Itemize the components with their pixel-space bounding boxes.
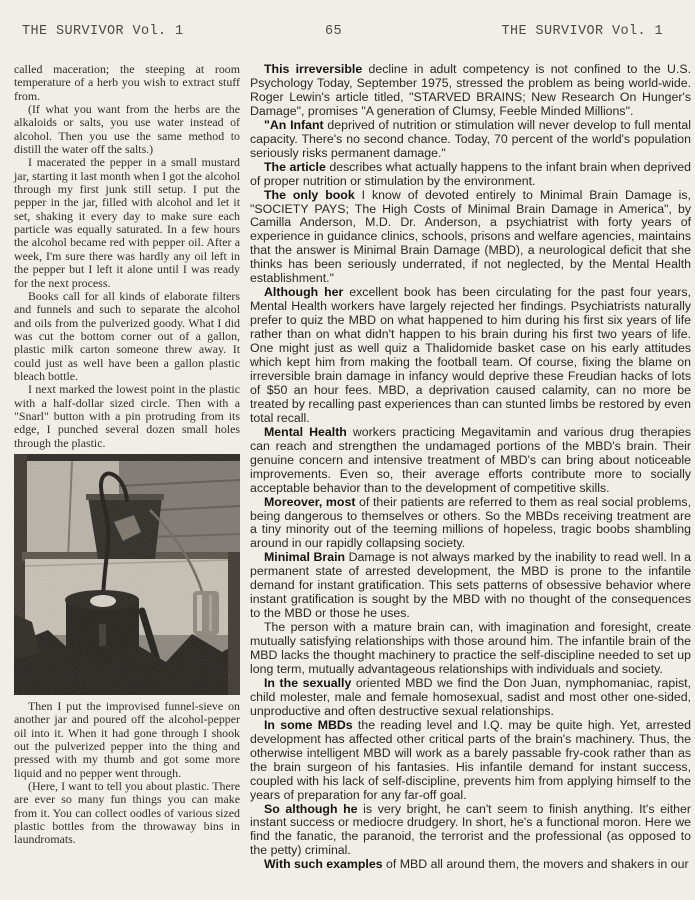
paragraph: called maceration; the steeping at room temperature of a herb you wish to extract stuff from.	[14, 62, 240, 103]
paragraph-lead: So although he	[264, 801, 358, 816]
paragraph: "An Infant deprived of nutrition or stimulation will never develop to full mental capacity. There's no second chance. Today, 70 percent of the world's population seriously risks permanent damage."	[250, 117, 691, 160]
paragraph: Minimal Brain Damage is not always marked by the inability to read well. In a permanent state of arrested development, the MBD is prone to the infantile demand for instant gratification. This sets patterns of obsessive behavior where instant gratification is sought by the MBD with no thought of the consequences to the MBD or those he uses.	[250, 550, 692, 621]
paragraph-lead: Mental Health	[264, 424, 347, 439]
page-number: 65	[325, 24, 343, 39]
paragraph-lead: With such examples	[264, 857, 383, 872]
paragraph-lead: The only book	[264, 187, 355, 202]
paragraph-lead: In the sexually	[264, 675, 352, 690]
paragraph: In some MBDs the reading level and I.Q. may be quite high. Yet, arrested development has affected other critical parts of the brain's machinery. Thus, the otherwise intelligent MBD will work as a barely passable fry-cook rather than as the brain surgeon of his fantasies. His infantile demand for instant success, coupled with his lack of self-discipline, prevents him from applying himself to the years of preparation for any far-off goal.	[250, 717, 691, 802]
paragraph: Although her excellent book has been circulating for the past four years, Mental Health workers have largely rejected her findings. Psychiatrists naturally prefer to quiz the MBD on what happened to him during his first six years of life rather than on what didn't happen to his brain during his first two years of life. One might just as well quiz a Thalidomide basket case on his early attitudes which kept him from making the football team. Of course, fixing the blame on irreversible brain damage in infancy would deprive these Freudian hacks of lots of $50 an hour fees. MBD, a deprivation caused calamity, can no more be treated by recalling past experiences than can stunted limbs be restored by even total recall.	[250, 285, 691, 425]
left-column-text-bottom	[14, 700, 240, 847]
paragraph-lead: This irreversible	[264, 62, 363, 76]
paragraph: I macerated the pepper in a small mustard jar, starting it last month when I got the alcohol through my first junk still setup. I put the pepper in the jar, filled with alcohol and let it set, shaking it every day to make sure each particle was equally saturated. In a few hours the alcohol became red with pepper oil. After a week, I'm sure there was hardly any oil left in the pepper but I left it alone until I was ready for the next process.	[14, 155, 240, 290]
paragraph: (Here, I want to tell you about plastic. There are ever so many fun things you can make from it. You can collect oodles of various sized plastic bottles from the throwaway bins in laundromats.	[14, 779, 240, 847]
left-column	[14, 63, 240, 872]
header-title-left: THE SURVIVOR Vol. 1	[22, 24, 184, 39]
page-header	[0, 24, 695, 42]
paragraph: This irreversible decline in adult competency is not confined to the U.S. Psychology Today, September 1975, stressed the problem as being world-wide. Roger Lewin's article titled, "STARVED BRAINS; New Research On Hunger's Damage", promises "A generation of Clumsy, Feeble Minded Millions".	[250, 62, 691, 118]
still-photo-illustration	[14, 454, 240, 695]
paragraph: Then I put the improvised funnel-sieve on another jar and poured off the alcohol-pepper oil into it. When it had gone through I shook out the pulverized pepper into the thing and pressed with my thumb and got some more liquid and no pepper went through.	[14, 698, 240, 780]
right-column	[250, 63, 691, 872]
header-title-right: THE SURVIVOR Vol. 1	[501, 24, 663, 39]
paragraph: The only book I know of devoted entirely to Minimal Brain Damage is, "SOCIETY PAYS; The High Costs of Minimal Brain Damage in America", by Camilla Anderson, M.D. Dr. Anderson, a psychiatrist with forty years of experience in guidance clinics, schools, prisons and welfare agencies, maintains that the answer is Minimal Brain Damage (MBD), a neurological deficit that she thinks has been seriously underrated, if not neglected, by the Mental Health establishment."	[250, 187, 691, 286]
paragraph: I next marked the lowest point in the plastic with a half-dollar sized circle. Then with a "Snarl" button with a pin protruding from its edge, I punched several dozen small holes through the plastic.	[14, 382, 240, 450]
paragraph-lead: In some MBDs	[264, 717, 353, 732]
paragraph-lead: Moreover, most	[264, 494, 356, 509]
paragraph: The article describes what actually happens to the infant brain when deprived of proper nutrition or stimulation by the environment.	[250, 159, 691, 188]
paragraph: So although he is very bright, he can't seem to finish anything. It's either instant success or mediocre drudgery. In short, he's a functional moron. Here we find the fanatic, the paranoid, the terrorist and the professional (as opposed to the petty) criminal.	[250, 801, 691, 858]
paragraph: In the sexually oriented MBD we find the Don Juan, nymphomaniac, rapist, child molester, male and female homosexual, sadist and most other one-sided, unproductive and often destructive sexual relationships.	[250, 675, 691, 718]
paragraph: The person with a mature brain can, with imagination and foresight, create mutually satisfying relationships with those around him. The infantile brain of the MBD lacks the thought machinery to practice the self-discipline needed to set up long term, mutually advantageous relationships with individuals and society.	[250, 620, 691, 676]
paragraph-lead: Although her	[264, 285, 344, 300]
still-photo	[14, 454, 240, 695]
paragraph: With such examples of MBD all around them, the movers and shakers in our	[264, 857, 689, 872]
left-column-text-top	[14, 63, 240, 450]
two-column-body	[14, 63, 691, 872]
paragraph-lead: "An Infant	[264, 117, 324, 132]
paragraph-lead: The article	[264, 159, 326, 174]
paragraph: Moreover, most of their patients are referred to them as real social problems, being dangerous to themselves or others. So the MBDs receiving treatment are a tiny minority out of the teeming millions of hopeless, tragic boobs shambling around in our rapidly collapsing society.	[250, 494, 691, 551]
paragraph: Books call for all kinds of elaborate filters and funnels and such to separate the alcohol and oils from the pulverized goody. What I did was cut the bottom corner out of a gallon, plastic milk carton someone threw away. It could just as well have been a gallon plastic bleach bottle.	[14, 288, 240, 383]
paragraph: Mental Health workers practicing Megavitamin and various drug therapies can reach and strengthen the undamaged portions of the MBD's brain. Their genuine concern and intensive treatment of MBD's can bring about noticeable improvements. Even so, their average efforts contribute more to socially acceptable behavior than to the development of competitive skills.	[250, 424, 691, 495]
paragraph: (If what you want from the herbs are the alkaloids or salts, you use water instead of alcohol. Then you use the same method to distill the water off the salts.)	[14, 102, 240, 157]
paragraph-lead: Minimal Brain	[264, 550, 346, 565]
